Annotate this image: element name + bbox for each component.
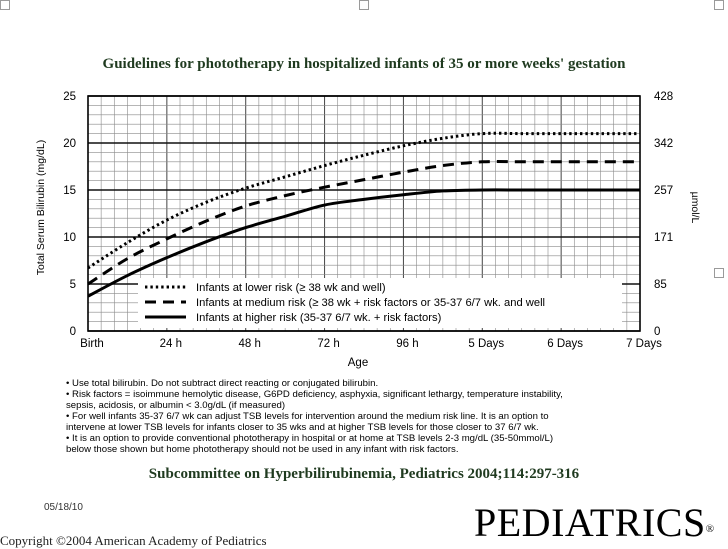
note-line: • For well infants 35-37 6/7 wk can adjust TSB levels for intervention around the medium risk line. It is an option to: [66, 411, 549, 422]
y-tick-label: 20: [63, 138, 76, 150]
x-axis-ticks: [80, 338, 662, 350]
chart-legend: [138, 278, 622, 328]
slide-date: 05/18/10: [44, 502, 83, 513]
x-tick-label: 5 Days: [468, 338, 505, 350]
note-line: • Use total bilirubin. Do not subtract direct reacting or conjugated bilirubin.: [66, 378, 379, 389]
note-line: intervene at lower TSB levels for infants closer to 35 wks and at higher TSB levels for those closer to 37 6/7 wk.: [66, 422, 539, 433]
y2-tick-label: 171: [654, 232, 674, 244]
x-tick-label: 48 h: [238, 338, 261, 350]
y-tick-label: 10: [63, 232, 76, 244]
y-tick-label: 0: [69, 326, 76, 338]
y-tick-label: 15: [63, 185, 76, 197]
x-tick-label: Birth: [80, 338, 104, 350]
y-axis-label: Total Serum Bilirubin (mg/dL): [35, 139, 47, 276]
y2-tick-label: 85: [654, 279, 667, 291]
x-tick-label: 7 Days: [626, 338, 662, 350]
y2-axis-ticks: [654, 91, 673, 338]
y2-tick-label: 342: [654, 138, 674, 150]
y2-tick-label: 0: [654, 326, 661, 338]
copyright: Copyright ©2004 American Academy of Pediatrics: [0, 533, 267, 548]
x-axis-label: Age: [347, 357, 369, 369]
note-line: • Risk factors = isoimmune hemolytic disease, G6PD deficiency, asphyxia, significant lethargy, temperature instability,: [66, 389, 563, 400]
note-line: sepsis, acidosis, or albumin < 3.0g/dL (if measured): [66, 400, 286, 411]
note-line: below those shown but home phototherapy should not be used in any infant with risk factors.: [66, 444, 459, 455]
y2-tick-label: 257: [654, 185, 674, 197]
x-tick-label: 96 h: [396, 338, 419, 350]
y-axis-ticks: [63, 91, 76, 338]
citation: Subcommittee on Hyperbilirubinemia, Pediatrics 2004;114:297-316: [148, 466, 580, 482]
legend-label-2: Infants at medium risk (≥ 38 wk + risk factors or 35-37 6/7 wk. and well: [196, 297, 546, 309]
guideline-notes: [66, 378, 676, 455]
y2-axis-label: µmol/L: [689, 191, 701, 224]
legend-label-3: Infants at higher risk (35-37 6/7 wk. + risk factors): [196, 312, 442, 324]
x-tick-label: 72 h: [317, 338, 340, 350]
y-tick-label: 5: [69, 279, 76, 291]
logo-registered-mark: ®: [705, 523, 715, 535]
legend-label-1: Infants at lower risk (≥ 38 wk and well): [196, 282, 386, 294]
y2-tick-label: 428: [654, 91, 674, 103]
slide-title: Guidelines for phototherapy in hospitalized infants of 35 or more weeks' gestation: [102, 56, 626, 72]
note-line: • It is an option to provide conventional phototherapy in hospital or at home at TSB levels 2-3 mg/dL (35-50mmol/L): [66, 433, 554, 444]
y-tick-label: 25: [63, 91, 76, 103]
logo-text: PEDIATRICS: [474, 500, 706, 545]
x-tick-label: 6 Days: [547, 338, 584, 350]
pediatrics-logo: [474, 500, 715, 546]
x-tick-label: 24 h: [159, 338, 183, 350]
